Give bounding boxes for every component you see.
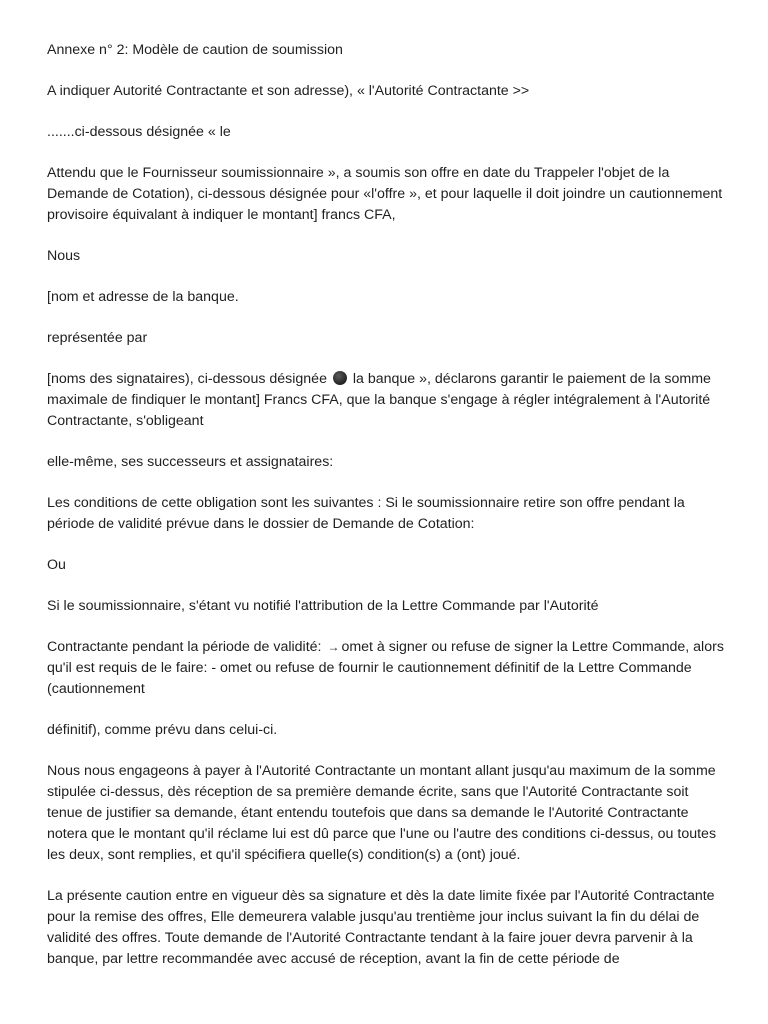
- signatories-text-end: la banque », déclarons garantir le paiement de la somme maximale de findiquer le montant] Francs CFA, que la banque s'engage à régler intégralement à l'Autorité Contractante, s'obligeant: [47, 371, 711, 429]
- black-circle-icon: [333, 371, 347, 385]
- document-page: [47, 40, 727, 990]
- paragraph-designation: .......ci-dessous désignée « le: [47, 124, 231, 140]
- paragraph-represented-by: représentée par: [47, 330, 148, 346]
- paragraph-nous: Nous: [47, 248, 81, 264]
- paragraph-validity-period: [47, 637, 727, 700]
- document-title: Annexe n° 2: Modèle de caution de soumission: [47, 42, 343, 58]
- paragraph-bank-name: [nom et adresse de la banque.: [47, 289, 239, 305]
- paragraph-attendu: Attendu que le Fournisseur soumissionnaire », a soumis son offre en date du Trappeler l'objet de la Demande de Cotation), ci-dessous désignée pour «l'offre », et pour laquelle il doit joindre un cautionnement provisoire équivalant à indiquer le montant] francs CFA,: [47, 165, 723, 223]
- paragraph-conditions: Les conditions de cette obligation sont les suivantes : Si le soumissionnaire retire son offre pendant la période de validité prévue dans le dossier de Demande de Cotation:: [47, 495, 685, 532]
- paragraph-authority-address: A indiquer Autorité Contractante et son adresse), « l'Autorité Contractante >>: [47, 83, 530, 99]
- paragraph-engagement: Nous nous engageons à payer à l'Autorité Contractante un montant allant jusqu'au maximum de la somme stipulée ci-dessus, dès réception de sa première demande écrite, sans que l'Autorité Contractante soit tenue de justifier sa demande, étant entendu toutefois que dans sa demande le l'Autorité Contractante notera que le montant qu'il réclame lui est dû parce que l'une ou l'autre des conditions ci-dessus, ou toutes les deux, sont remplies, et qu'il spécifiera quelle(s) condition(s) a (ont) joué.: [47, 763, 717, 863]
- validity-text-end: omet à signer ou refuse de signer la Lettre Commande, alors qu'il est requis de le faire: - omet ou refuse de fournir le cautionnement définitif de la Lettre Commande (cautionnement: [47, 639, 724, 697]
- paragraph-signatories: [47, 369, 727, 432]
- paragraph-definitif: définitif), comme prévu dans celui-ci.: [47, 722, 278, 738]
- paragraph-validity: La présente caution entre en vigueur dès sa signature et dès la date limite fixée par l'Autorité Contractante pour la remise des offres, Elle demeurera valable jusqu'au trentième jour inclus suivant la fin du délai de validité des offres. Toute demande de l'Autorité Contractante tendant à la faire jouer devra parvenir à la banque, par lettre recommandée avec accusé de réception, avant la fin de cette période de: [47, 888, 715, 967]
- signatories-text-start: [noms des signataires), ci-dessous désignée: [47, 371, 327, 387]
- validity-text-start: Contractante pendant la période de validité:: [47, 639, 322, 655]
- arrow-right-icon: →: [327, 640, 340, 654]
- paragraph-successors: elle-même, ses successeurs et assignataires:: [47, 454, 334, 470]
- paragraph-ou: Ou: [47, 557, 66, 573]
- paragraph-attribution: Si le soumissionnaire, s'étant vu notifié l'attribution de la Lettre Commande par l'Autorité: [47, 598, 599, 614]
